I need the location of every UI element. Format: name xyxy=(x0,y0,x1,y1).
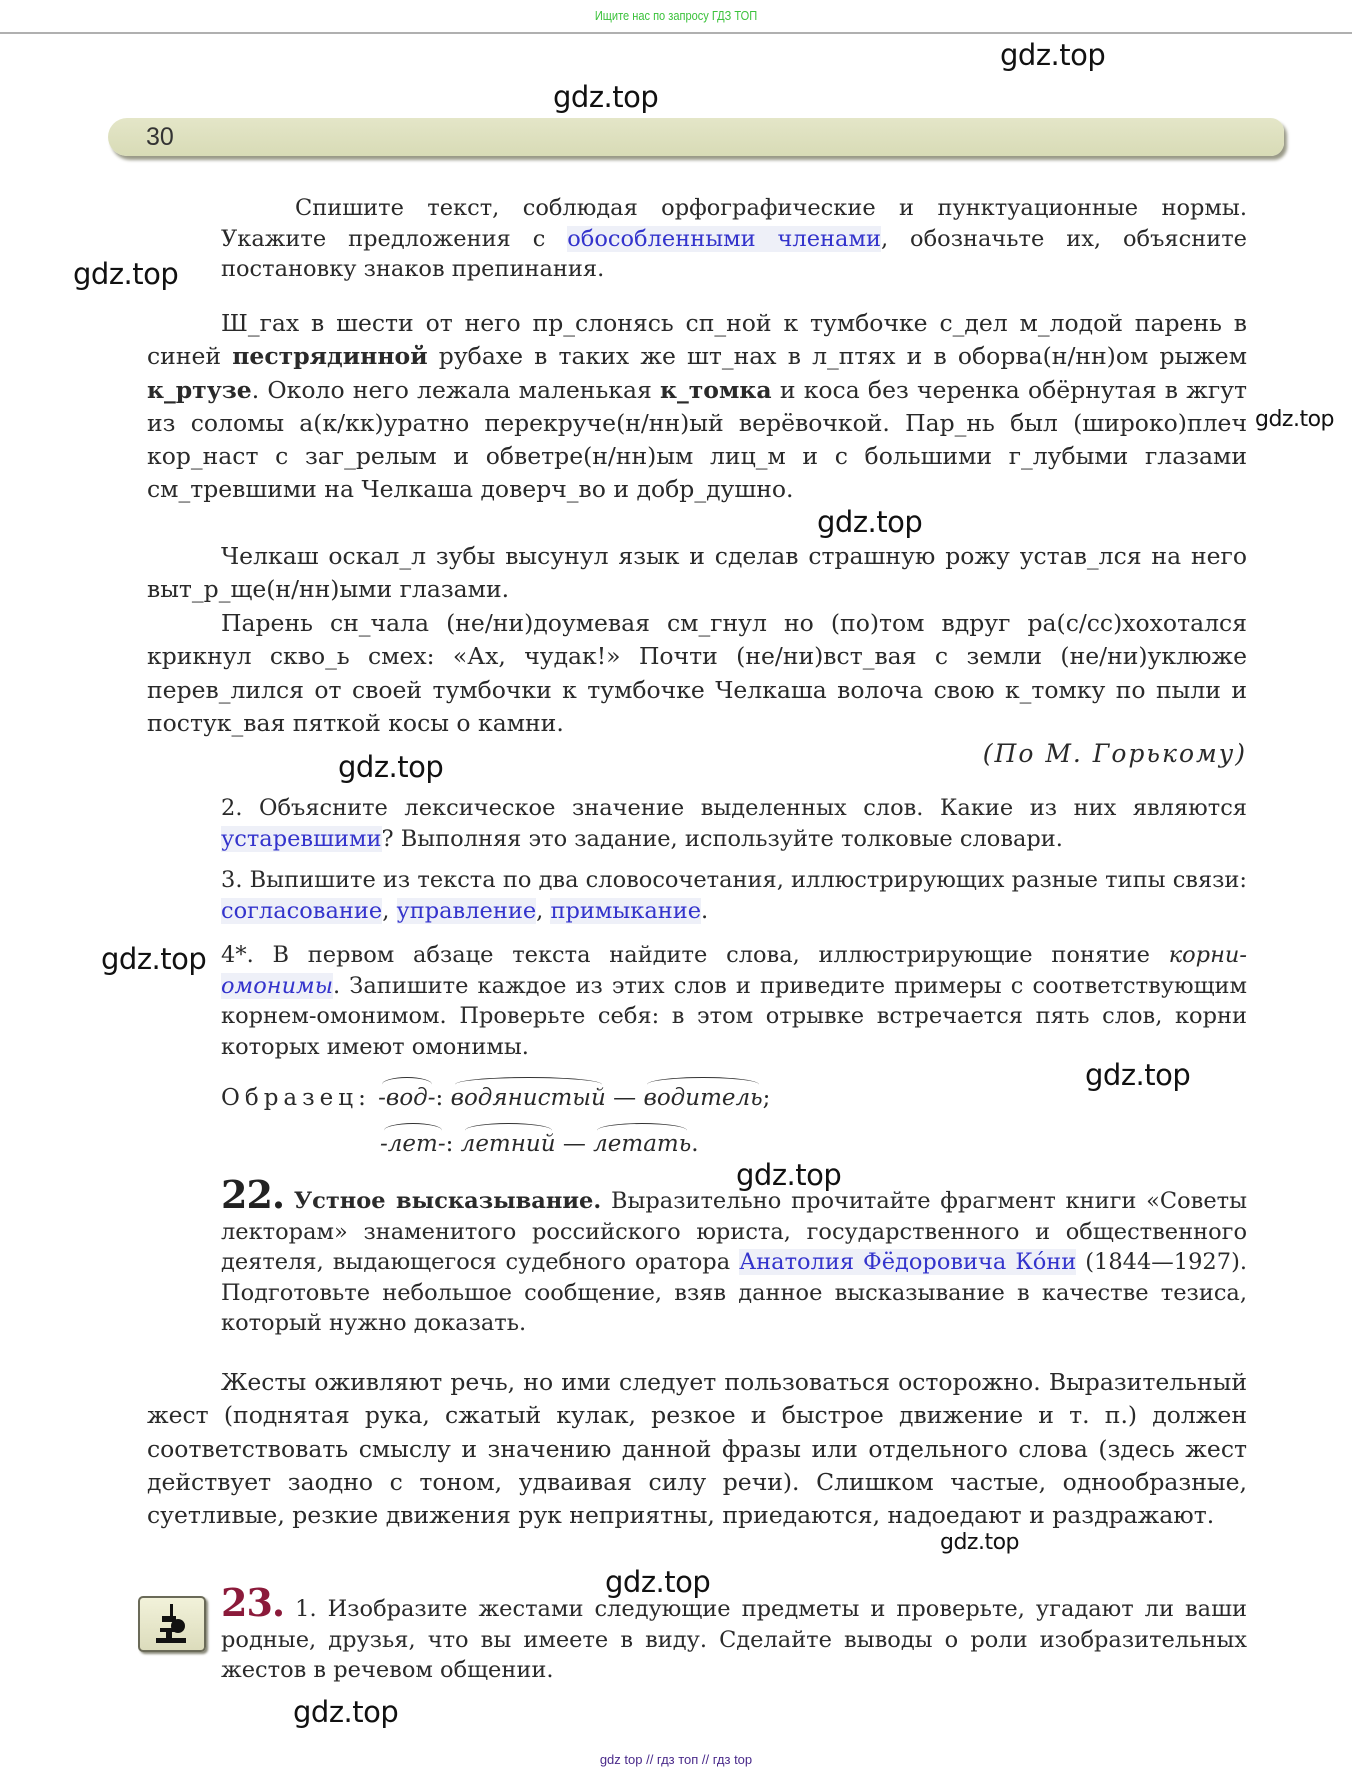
highlighted-word: к_ртузе xyxy=(147,375,252,404)
sample-label: Образец: xyxy=(221,1085,371,1111)
passage-paragraph-2: Челкаш оскал_л зубы высунул язык и сделав страшную рожу устав_лся на него выт_р_ще(н/нн)ыми глазами. xyxy=(147,542,1247,604)
footer-links[interactable]: gdz top // гдз топ // гдз top xyxy=(599,1752,753,1767)
page-number: 30 xyxy=(146,123,174,151)
task-2: 2. Объясните лексическое значение выделенных слов. Какие из них являются устаревшими? Выполняя это задание, используйте толковые словари. xyxy=(221,795,1247,852)
person-link[interactable]: Анатолия Фёдоровича Кóни xyxy=(739,1249,1077,1275)
microscope-icon xyxy=(138,1596,206,1652)
term-link[interactable]: устаревшими xyxy=(221,825,382,852)
exercise-22: 22. Устное высказывание. Выразительно прочитайте фрагмент книги «Советы лекторам» знаменитого российского юриста, государственного и общественного деятеля, выдающегося судебного оратора Анатолия Фёдоровича Кóни (1844—1927). Подготовьте небольшое сообщение, взяв данное высказывание в качестве тезиса, который нужно доказать. xyxy=(221,1172,1247,1336)
watermark: gdz.top xyxy=(1255,407,1335,432)
exercise-number: 23. xyxy=(221,1580,285,1625)
watermark: gdz.top xyxy=(293,1695,399,1729)
term-link[interactable]: управление xyxy=(396,897,537,924)
watermark: gdz.top xyxy=(736,1158,842,1192)
exercise-title: Устное высказывание. xyxy=(293,1188,602,1214)
banner-text: Ищите нас по запросу ГДЗ ТОП xyxy=(594,8,758,23)
term-link[interactable]: примыкание xyxy=(550,897,702,924)
task-4: 4*. В первом абзаце текста найдите слова, иллюстрирующие понятие корни-омонимы. Запишите каждое из этих слов и приведите примеры с соответствующим корнем-омонимом. Проверьте себя: в этом отрывке встречается пять слов, корни которых имеют омонимы. xyxy=(221,942,1247,1060)
watermark: gdz.top xyxy=(338,750,444,784)
exercise-instruction: Спишите текст, соблюдая орфографические и пунктуационные нормы. Укажите предложения с обособленными членами, обозначьте их, объясните постановку знаков препинания. xyxy=(221,195,1247,282)
watermark: gdz.top xyxy=(553,80,659,114)
task-3: 3. Выпишите из текста по два словосочетания, иллюстрирующих разные типы связи: согласование, управление, примыкание. xyxy=(221,867,1247,924)
top-banner xyxy=(0,0,1352,32)
exercise-23: 23. 1. Изобразите жестами следующие предметы и проверьте, угадают ли ваши родные, друзья, что вы имеете в виду. Сделайте выводы о роли изобразительных жестов в речевом общении. xyxy=(221,1580,1247,1683)
citation: (По М. Горькому) xyxy=(982,739,1247,768)
watermark: gdz.top xyxy=(101,942,207,976)
watermark: gdz.top xyxy=(940,1530,1020,1555)
passage-paragraph-1: Ш_гах в шести от него пр_слонясь сп_ной к тумбочке с_дел м_лодой парень в синей пестрядинной рубахе в таких же шт_нах в л_птях и в оборва(н/нн)ом рыжем к_ртузе. Около него лежала маленькая к_томка и коса без черенка обёрнутая в жгут из соломы а(к/кк)уратно перекруче(н/нн)ый верёвочкой. Пар_нь был (широко)плеч кор_наст с заг_релым и обветре(н/нн)ым лиц_м и с большими г_лубыми глазами см_тревшими на Челкаша доверч_во и добр_душно. xyxy=(147,309,1247,504)
watermark: gdz.top xyxy=(817,505,923,539)
passage-paragraph-3: Парень сн_чала (не/ни)доумевая см_гнул но (по)том вдруг ра(с/сс)хохотался крикнул скво_ь смех: «Ах, чудак!» Почти (не/ни)вст_вая с земли (не/ни)уклюже перев_лился от своей тумбочки к тумбочке Челкаша волоча свою к_томку по пыли и постук_вая пяткой косы о камни. xyxy=(147,609,1247,737)
term-link[interactable]: обособленными членами xyxy=(567,225,881,252)
quote-paragraph: Жесты оживляют речь, но ими следует пользоваться осторожно. Выразительный жест (поднятая рука, сжатый кулак, резкое и быстрое движение и т. п.) должен соответствовать смыслу и значению данной фразы или отдельного слова (здесь жест действует заодно с тоном, удваивая силу речи). Слишком частые, однообразные, суетливые, резкие движения рук неприятны, приедаются, надоедают и раздражают. xyxy=(147,1368,1247,1530)
sample-row-2: -лет-: летний — летать. xyxy=(380,1131,699,1157)
term-link[interactable]: согласование xyxy=(221,897,383,924)
watermark: gdz.top xyxy=(73,257,179,291)
exercise-number: 22. xyxy=(221,1172,285,1217)
watermark: gdz.top xyxy=(1085,1058,1191,1092)
page-header-bar xyxy=(108,118,1284,156)
sample-row-1: Образец: -вод-: водянистый — водитель; xyxy=(221,1085,771,1111)
term-link[interactable]: омонимы xyxy=(221,972,334,999)
watermark: gdz.top xyxy=(605,1565,711,1599)
watermark: gdz.top xyxy=(1000,38,1106,72)
divider xyxy=(0,32,1352,34)
highlighted-word: пестрядинной xyxy=(232,342,428,371)
highlighted-word: к_томка xyxy=(660,375,772,404)
